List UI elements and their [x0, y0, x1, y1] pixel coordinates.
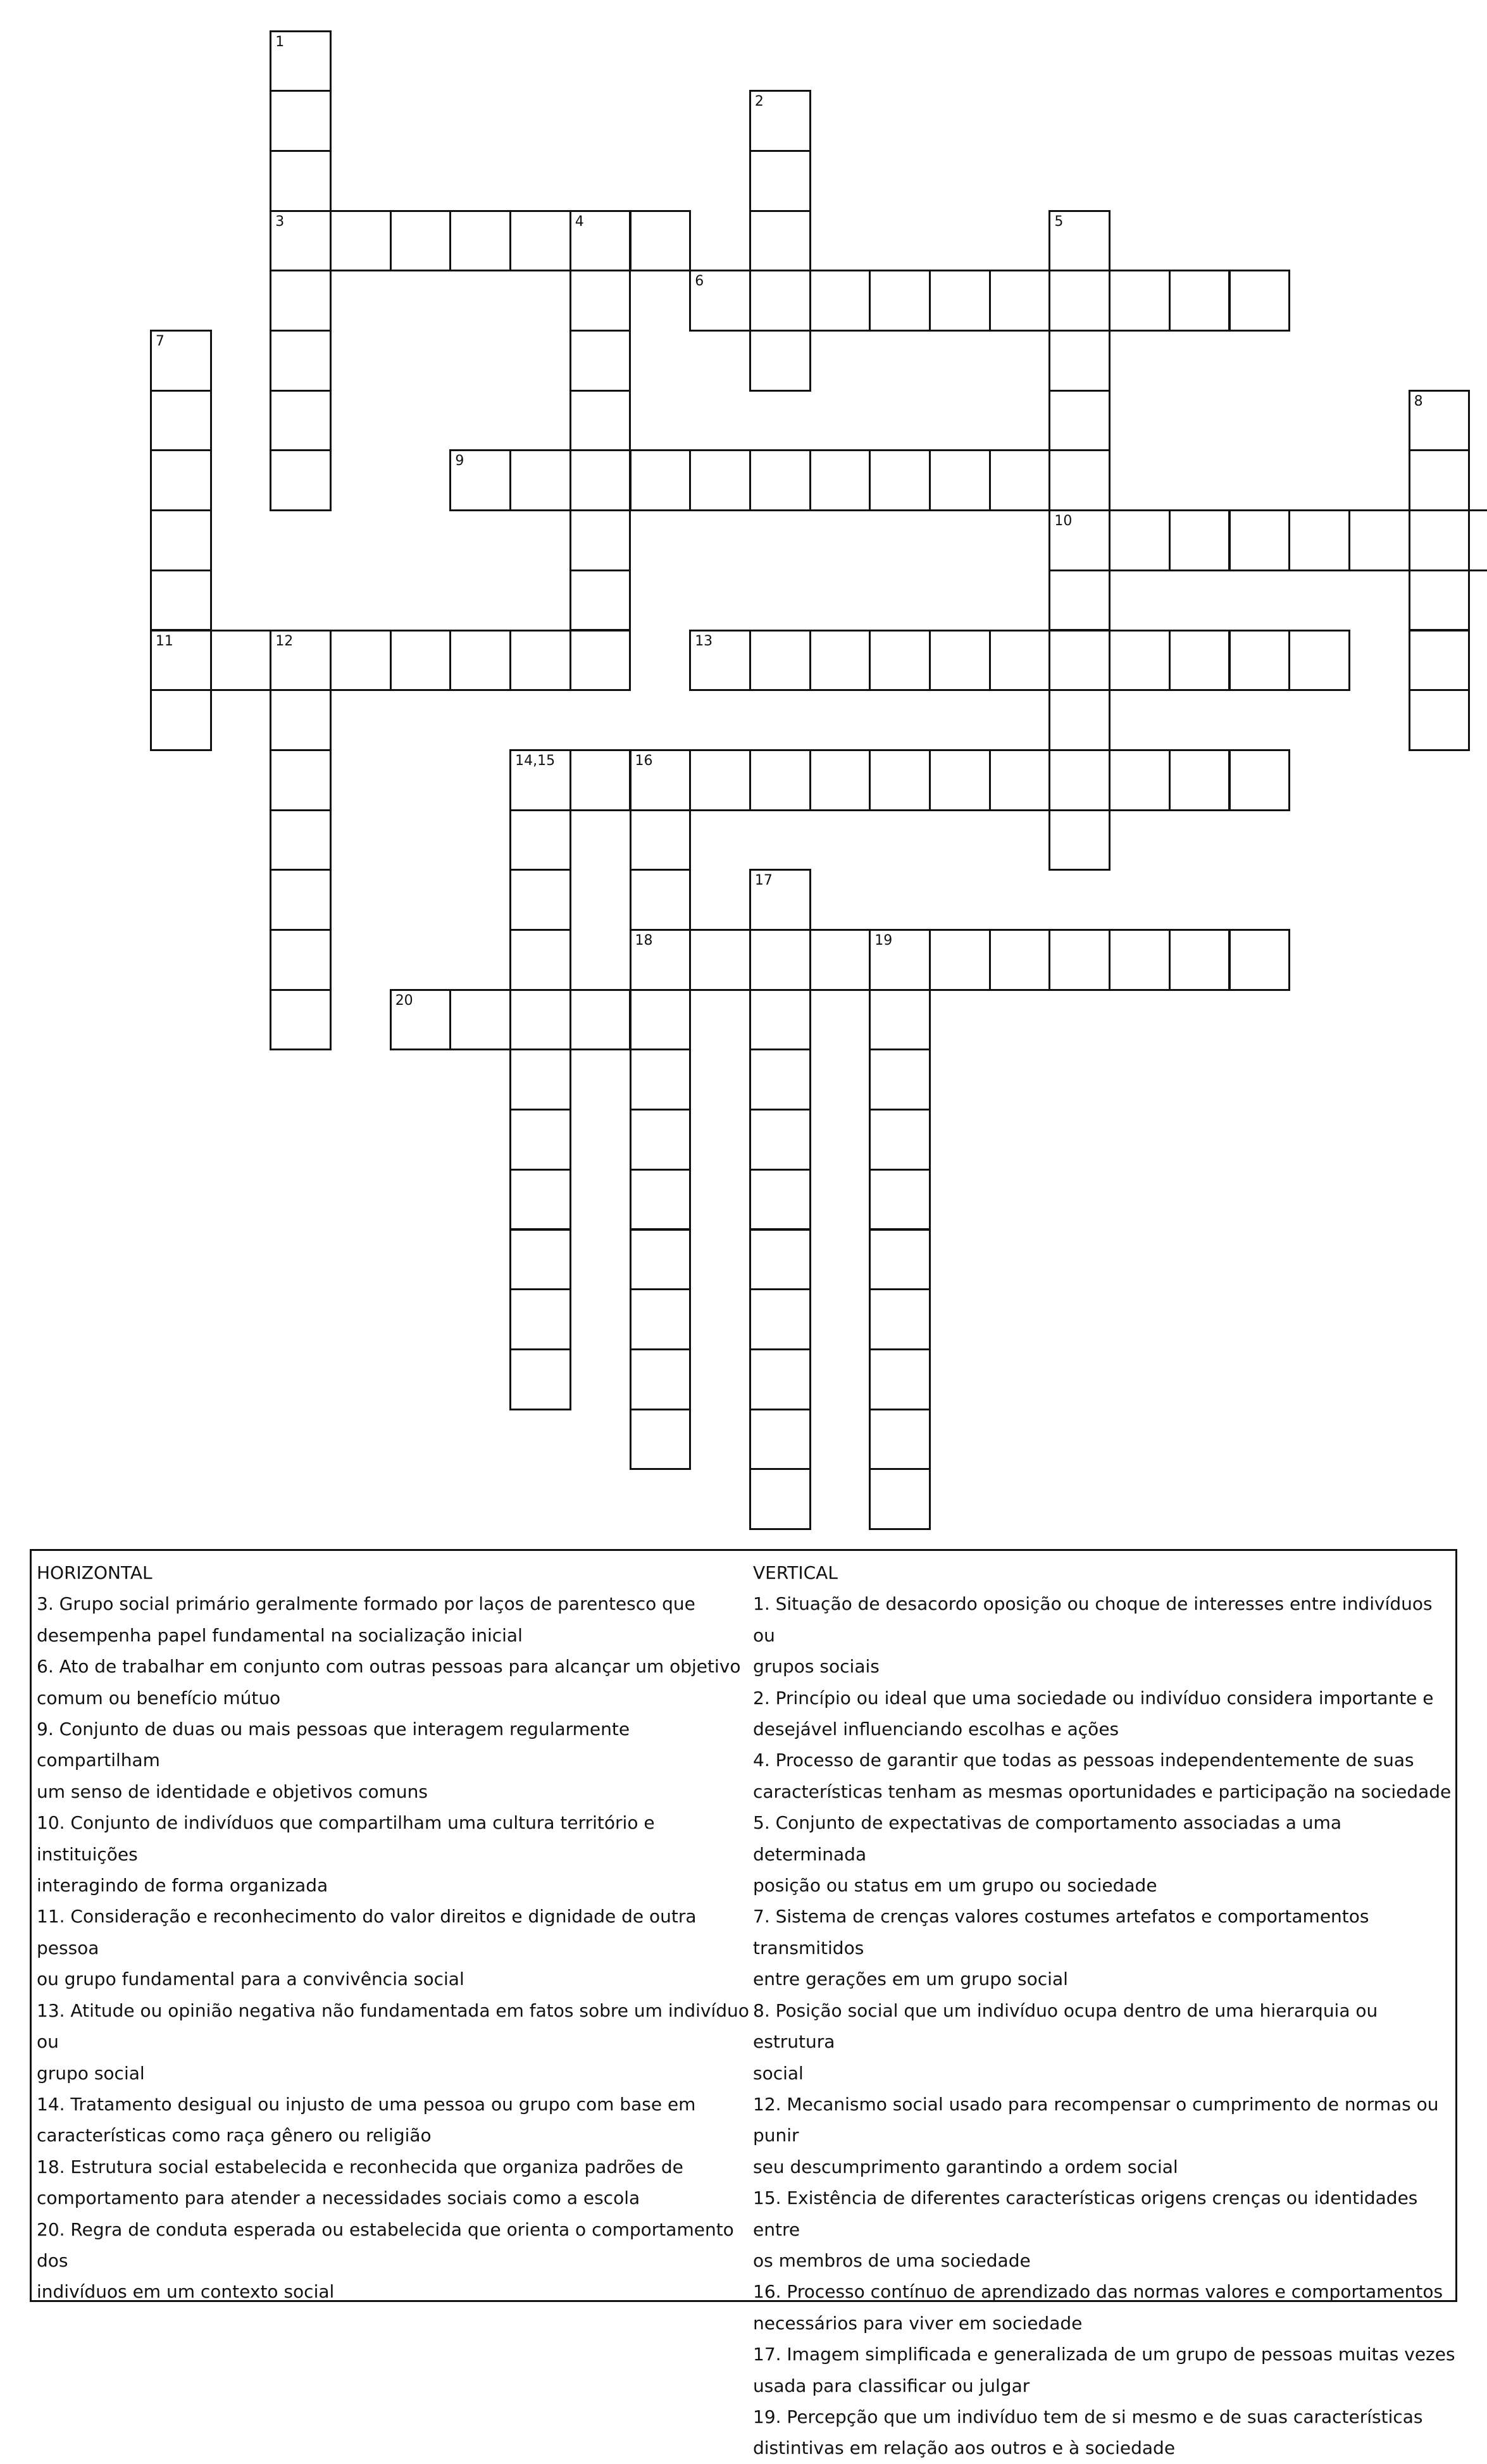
crossword-cell[interactable]: [1288, 509, 1350, 571]
crossword-cell[interactable]: [150, 390, 212, 452]
crossword-cell[interactable]: [509, 809, 571, 871]
crossword-cell[interactable]: [509, 929, 571, 991]
crossword-cell[interactable]: [869, 1169, 931, 1231]
across-clue-line: 6. Ato de trabalhar em conjunto com outras pessoas para alcançar um objetivo: [37, 1656, 741, 1677]
crossword-cell[interactable]: [630, 1288, 692, 1350]
crossword-cell[interactable]: [509, 1288, 571, 1350]
crossword-cell[interactable]: [150, 509, 212, 571]
clues-panel: [30, 1549, 1457, 2459]
crossword-cell[interactable]: [929, 630, 991, 692]
across-clue-line: 20. Regra de conduta esperada ou estabelecida que orienta o comportamento dos: [37, 2218, 734, 2271]
crossword-cell[interactable]: [270, 210, 332, 272]
across-clue-line: 18. Estrutura social estabelecida e reconhecida que organiza padrões de: [37, 2156, 683, 2177]
crossword-cell[interactable]: [1288, 630, 1350, 692]
crossword-cell[interactable]: [630, 809, 692, 871]
crossword-cell[interactable]: [150, 689, 212, 751]
clue-number: 5: [1054, 213, 1064, 230]
clue-number: 20: [395, 992, 413, 1009]
crossword-cell[interactable]: [809, 449, 871, 511]
across-clue-line: comum ou benefício mútuo: [37, 1687, 281, 1708]
crossword-cell[interactable]: [509, 989, 571, 1051]
crossword-cell[interactable]: [1048, 749, 1111, 811]
crossword-cell[interactable]: [270, 809, 332, 871]
crossword-cell[interactable]: [1169, 630, 1231, 692]
down-heading: VERTICAL: [753, 1562, 838, 1583]
clue-number: 4: [575, 213, 584, 230]
across-clue-line: indivíduos em um contexto social: [37, 2281, 335, 2303]
across-clue-line: 10. Conjunto de indivíduos que compartilham uma cultura território e instituições: [37, 1812, 655, 1865]
crossword-cell[interactable]: [1048, 929, 1111, 991]
crossword-cell[interactable]: [1109, 929, 1171, 991]
down-clue-line: 2. Princípio ou ideal que uma sociedade ou indivíduo considera importante e: [753, 1687, 1434, 1708]
across-heading: HORIZONTAL: [37, 1562, 152, 1583]
crossword-cell[interactable]: [509, 1048, 571, 1111]
down-clue-line: grupos sociais: [753, 1656, 880, 1677]
across-clue-list: [37, 1588, 752, 2307]
clue-number: 12: [275, 633, 294, 649]
crossword-cell[interactable]: [749, 1109, 811, 1171]
clue-number: 16: [635, 752, 653, 769]
crossword-cell[interactable]: [1048, 689, 1111, 751]
crossword-cell[interactable]: [270, 330, 332, 392]
crossword-cell[interactable]: [1409, 449, 1471, 511]
down-clue-line: necessários para viver em sociedade: [753, 2312, 1083, 2334]
crossword-cell[interactable]: [270, 150, 332, 212]
crossword-cell[interactable]: [689, 270, 751, 332]
crossword-cell[interactable]: [1109, 509, 1171, 571]
crossword-cell[interactable]: [630, 1048, 692, 1111]
crossword-cell[interactable]: [569, 569, 632, 632]
crossword-cell[interactable]: [749, 270, 811, 332]
crossword-cell[interactable]: [509, 449, 571, 511]
clue-number: 8: [1414, 393, 1423, 409]
clue-number: 6: [695, 273, 704, 290]
down-clue-line: 5. Conjunto de expectativas de comportamento associadas a uma determinada: [753, 1812, 1342, 1865]
crossword-cell[interactable]: [390, 630, 452, 692]
crossword-cell[interactable]: [749, 1288, 811, 1350]
crossword-cell[interactable]: [630, 210, 692, 272]
crossword-cell[interactable]: [1409, 390, 1471, 452]
across-clue-line: características como raça gênero ou religião: [37, 2125, 432, 2146]
crossword-cell[interactable]: [569, 449, 632, 511]
crossword-cell[interactable]: [749, 210, 811, 272]
crossword-cell[interactable]: [749, 90, 811, 152]
crossword-cell[interactable]: [749, 1169, 811, 1231]
down-clue-line: distintivas em relação aos outros e à sociedade: [753, 2437, 1176, 2459]
crossword-cell[interactable]: [869, 1348, 931, 1410]
crossword-cell[interactable]: [150, 449, 212, 511]
across-clue-line: um senso de identidade e objetivos comuns: [37, 1781, 428, 1802]
crossword-cell[interactable]: [749, 749, 811, 811]
crossword-cell[interactable]: [390, 989, 452, 1051]
down-clue-line: 12. Mecanismo social usado para recompensar o cumprimento de normas ou punir: [753, 2093, 1439, 2146]
crossword-cell[interactable]: [749, 1409, 811, 1471]
down-clue-line: 4. Processo de garantir que todas as pessoas independentemente de suas: [753, 1750, 1414, 1771]
crossword-cell[interactable]: [749, 869, 811, 931]
crossword-cell[interactable]: [569, 749, 632, 811]
crossword-cell[interactable]: [749, 630, 811, 692]
crossword-cell[interactable]: [1409, 689, 1471, 751]
down-clue-line: 15. Existência de diferentes características origens crenças ou identidades entre: [753, 2187, 1418, 2240]
crossword-cell[interactable]: [270, 270, 332, 332]
crossword-cell[interactable]: [689, 749, 751, 811]
crossword-cell[interactable]: [869, 1229, 931, 1291]
crossword-cell[interactable]: [749, 989, 811, 1051]
crossword-cell[interactable]: [809, 630, 871, 692]
crossword-cell[interactable]: [569, 270, 632, 332]
crossword-cell[interactable]: [749, 1348, 811, 1410]
crossword-cell[interactable]: [749, 929, 811, 991]
across-clue-line: desempenha papel fundamental na socialização inicial: [37, 1624, 523, 1646]
crossword-cell[interactable]: [569, 509, 632, 571]
down-clue-line: seu descumprimento garantindo a ordem social: [753, 2156, 1178, 2177]
crossword-cell[interactable]: [749, 150, 811, 212]
crossword-cell[interactable]: [1409, 569, 1471, 632]
crossword-cell[interactable]: [509, 869, 571, 931]
crossword-cell[interactable]: [1048, 569, 1111, 632]
crossword-cell[interactable]: [869, 1409, 931, 1471]
crossword-cell[interactable]: [210, 630, 272, 692]
down-clues-column: [753, 1557, 1455, 2464]
clue-number: 19: [874, 933, 893, 949]
crossword-cell[interactable]: [1109, 270, 1171, 332]
down-clue-line: entre gerações em um grupo social: [753, 1969, 1068, 1990]
crossword-cell[interactable]: [1048, 449, 1111, 511]
clue-number: 7: [155, 333, 165, 349]
crossword-cell[interactable]: [1048, 330, 1111, 392]
across-clues-column: [37, 1557, 752, 2308]
crossword-cell[interactable]: [150, 569, 212, 632]
across-clue-line: 14. Tratamento desigual ou injusto de uma pessoa ou grupo com base em: [37, 2093, 696, 2115]
crossword-cell[interactable]: [989, 929, 1051, 991]
crossword-cell[interactable]: [869, 1468, 931, 1530]
crossword-cell[interactable]: [330, 210, 392, 272]
crossword-cell[interactable]: [630, 1169, 692, 1231]
crossword-cell[interactable]: [1109, 749, 1171, 811]
crossword-cell[interactable]: [1169, 749, 1231, 811]
crossword-cell[interactable]: [1169, 270, 1231, 332]
crossword-cell[interactable]: [270, 90, 332, 152]
crossword-cell[interactable]: [1169, 929, 1231, 991]
clue-number: 18: [635, 933, 653, 949]
across-clue-line: comportamento para atender a necessidades sociais como a escola: [37, 2187, 640, 2209]
across-clue-line: ou grupo fundamental para a convivência social: [37, 1969, 464, 1990]
down-clue-line: os membros de uma sociedade: [753, 2249, 1031, 2271]
crossword-cell[interactable]: [869, 749, 931, 811]
crossword-cell[interactable]: [1229, 749, 1291, 811]
crossword-cell[interactable]: [449, 989, 511, 1051]
crossword-cell[interactable]: [270, 689, 332, 751]
crossword-cell[interactable]: [749, 1048, 811, 1111]
crossword-cell[interactable]: [569, 390, 632, 452]
down-clue-line: 19. Percepção que um indivíduo tem de si mesmo e de suas características: [753, 2406, 1423, 2427]
crossword-cell[interactable]: [869, 449, 931, 511]
crossword-cell[interactable]: [749, 330, 811, 392]
crossword-cell[interactable]: [689, 929, 751, 991]
crossword-cell[interactable]: [869, 1048, 931, 1111]
crossword-cell[interactable]: [509, 1169, 571, 1231]
crossword-cell[interactable]: [749, 1468, 811, 1530]
crossword-cell[interactable]: [1229, 509, 1291, 571]
crossword-cell[interactable]: [869, 1288, 931, 1350]
across-clue-line: 13. Atitude ou opinião negativa não fundamentada em fatos sobre um indivíduo ou: [37, 2000, 749, 2053]
crossword-cell[interactable]: [869, 270, 931, 332]
across-clue-line: interagindo de forma organizada: [37, 1875, 328, 1896]
crossword-cell[interactable]: [449, 630, 511, 692]
down-clue-line: 17. Imagem simplificada e generalizada de um grupo de pessoas muitas vezes: [753, 2344, 1455, 2365]
crossword-cell[interactable]: [989, 449, 1051, 511]
crossword-cell[interactable]: [869, 630, 931, 692]
crossword-cell[interactable]: [509, 749, 571, 811]
crossword-cell[interactable]: [630, 749, 692, 811]
clue-number: 13: [695, 633, 713, 649]
crossword-cell[interactable]: [509, 1229, 571, 1291]
clue-number: 2: [754, 94, 764, 110]
crossword-cell[interactable]: [689, 630, 751, 692]
crossword-cell[interactable]: [869, 1109, 931, 1171]
down-clue-line: 7. Sistema de crenças valores costumes artefatos e comportamentos transmitidos: [753, 1906, 1369, 1958]
crossword-cell[interactable]: [630, 1109, 692, 1171]
clue-number: 10: [1054, 513, 1073, 530]
crossword-cell[interactable]: [1048, 270, 1111, 332]
crossword-cell[interactable]: [989, 749, 1051, 811]
crossword-cell[interactable]: [1229, 270, 1291, 332]
crossword-cell[interactable]: [509, 210, 571, 272]
crossword-cell[interactable]: [749, 449, 811, 511]
crossword-cell[interactable]: [1169, 509, 1231, 571]
across-clue-line: 9. Conjunto de duas ou mais pessoas que interagem regularmente compartilham: [37, 1719, 630, 1771]
crossword-cell[interactable]: [630, 929, 692, 991]
crossword-cell[interactable]: [749, 1229, 811, 1291]
crossword-cell[interactable]: [989, 630, 1051, 692]
crossword-cell[interactable]: [989, 270, 1051, 332]
crossword-cell[interactable]: [929, 749, 991, 811]
down-clue-line: 8. Posição social que um indivíduo ocupa dentro de uma hierarquia ou estrutura: [753, 2000, 1378, 2053]
down-clue-line: posição ou status em um grupo ou sociedade: [753, 1875, 1157, 1896]
crossword-cell[interactable]: [1048, 509, 1111, 571]
down-clue-line: 16. Processo contínuo de aprendizado das normas valores e comportamentos: [753, 2281, 1443, 2303]
crossword-cell[interactable]: [509, 1348, 571, 1410]
crossword-cell[interactable]: [869, 989, 931, 1051]
crossword-cell[interactable]: [1048, 390, 1111, 452]
crossword-cell[interactable]: [630, 449, 692, 511]
clue-number: 11: [155, 633, 173, 649]
crossword-cell[interactable]: [1409, 630, 1471, 692]
crossword-cell[interactable]: [809, 270, 871, 332]
crossword-cell[interactable]: [630, 1409, 692, 1471]
crossword-cell[interactable]: [1229, 630, 1291, 692]
crossword-cell[interactable]: [1468, 509, 1487, 571]
crossword-cell[interactable]: [449, 449, 511, 511]
clue-number: 17: [754, 873, 773, 889]
crossword-cell[interactable]: [150, 630, 212, 692]
crossword-cell[interactable]: [630, 989, 692, 1051]
clue-number: 1: [275, 34, 285, 50]
across-clue-line: grupo social: [37, 2062, 145, 2084]
down-clue-line: características tenham as mesmas oportunidades e participação na sociedade: [753, 1781, 1452, 1802]
crossword-cell[interactable]: [1048, 210, 1111, 272]
crossword-cell[interactable]: [270, 869, 332, 931]
crossword-cell[interactable]: [1229, 929, 1291, 991]
crossword-cell[interactable]: [1409, 509, 1471, 571]
across-clue-line: 11. Consideração e reconhecimento do valor direitos e dignidade de outra pessoa: [37, 1906, 697, 1958]
crossword-cell[interactable]: [270, 749, 332, 811]
crossword-cell[interactable]: [270, 630, 332, 692]
crossword-cell[interactable]: [630, 869, 692, 931]
crossword-cell[interactable]: [809, 749, 871, 811]
down-clue-line: usada para classificar ou julgar: [753, 2375, 1030, 2396]
crossword-cell[interactable]: [270, 929, 332, 991]
crossword-cell[interactable]: [509, 630, 571, 692]
crossword-cell[interactable]: [569, 210, 632, 272]
crossword-cell[interactable]: [869, 929, 931, 991]
down-clue-line: desejável influenciando escolhas e ações: [753, 1719, 1119, 1740]
crossword-cell[interactable]: [929, 449, 991, 511]
down-clue-list: [753, 1588, 1455, 2463]
crossword-cell[interactable]: [569, 330, 632, 392]
across-clue-line: 3. Grupo social primário geralmente formado por laços de parentesco que: [37, 1593, 695, 1615]
crossword-cell[interactable]: [1348, 509, 1410, 571]
crossword-cell[interactable]: [270, 390, 332, 452]
crossword-cell[interactable]: [509, 1109, 571, 1171]
crossword-cell[interactable]: [689, 449, 751, 511]
crossword-cell[interactable]: [929, 929, 991, 991]
crossword-cell[interactable]: [809, 929, 871, 991]
down-clue-line: 1. Situação de desacordo oposição ou choque de interesses entre indivíduos ou: [753, 1593, 1433, 1646]
crossword-cell[interactable]: [569, 989, 632, 1051]
crossword-cell[interactable]: [150, 330, 212, 392]
crossword-cell[interactable]: [1048, 809, 1111, 871]
clue-number: 3: [275, 213, 285, 230]
clue-number: 14,15: [515, 752, 556, 769]
clue-number: 9: [455, 453, 464, 470]
crossword-cell[interactable]: [569, 630, 632, 692]
crossword-cell[interactable]: [1048, 630, 1111, 692]
crossword-cell[interactable]: [929, 270, 991, 332]
crossword-cell[interactable]: [330, 630, 392, 692]
crossword-cell[interactable]: [270, 449, 332, 511]
crossword-cell[interactable]: [270, 30, 332, 92]
crossword-cell[interactable]: [630, 1229, 692, 1291]
crossword-cell[interactable]: [449, 210, 511, 272]
crossword-cell[interactable]: [630, 1348, 692, 1410]
crossword-cell[interactable]: [1109, 630, 1171, 692]
crossword-cell[interactable]: [390, 210, 452, 272]
down-clue-line: social: [753, 2062, 804, 2084]
crossword-cell[interactable]: [270, 989, 332, 1051]
